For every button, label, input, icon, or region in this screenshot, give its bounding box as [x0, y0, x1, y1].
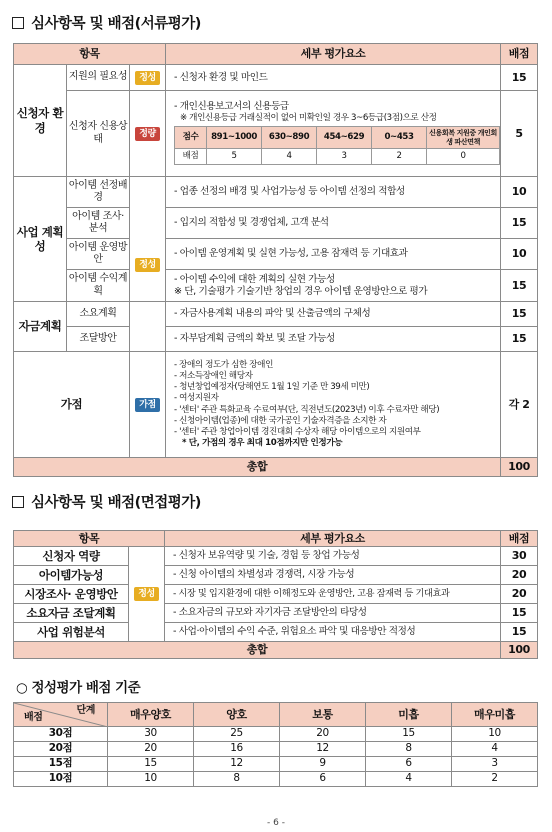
detail-text: - 사업·아이템의 수익 수준, 위험요소 파악 및 대응방안 적정성 — [165, 623, 501, 642]
detail-text: - 입지의 적합성 및 경쟁업체, 고객 분석 — [166, 208, 501, 239]
corner-cell — [14, 703, 108, 727]
header-score: 배점 — [501, 44, 538, 65]
list-item: - '센터' 주관 창업아이템 경진대회 수상자 해당 아이템으로의 지원여부 — [174, 426, 421, 437]
total-row — [14, 642, 538, 659]
category-business: 사업 계획성 — [14, 177, 67, 302]
section3-title: ○ 정성평가 배점 기준 — [16, 680, 141, 696]
section2-title: 심사항목 및 배점(면접평가) — [12, 491, 201, 512]
table-row — [14, 177, 538, 208]
table-row — [14, 566, 538, 585]
interview-evaluation-table — [13, 530, 538, 659]
header-detail: 세부 평가요소 — [165, 531, 501, 547]
table-row — [14, 302, 538, 327]
table-row — [14, 585, 538, 604]
interview-item: 아이템가능성 — [14, 566, 129, 585]
category-funding: 자금계획 — [14, 302, 67, 352]
total-score: 100 — [501, 642, 538, 659]
page-number: - 6 - — [267, 818, 285, 828]
table-row: 10점 10 8 6 4 2 — [14, 772, 538, 787]
section1-title: 심사항목 및 배점(서류평가) — [12, 12, 201, 33]
total-label: 총합 — [14, 642, 501, 659]
category-bonus: 가점 — [14, 352, 130, 458]
sub-item: 아이템 수익계획 — [67, 270, 130, 302]
table-row — [14, 239, 538, 270]
qualitative-criteria-table — [13, 702, 538, 787]
table-row: 15점 15 12 9 6 3 — [14, 757, 538, 772]
score-cell: 15 — [501, 604, 538, 623]
interview-item: 시장조사· 운영방안 — [14, 585, 129, 604]
score-cell: 10 — [501, 239, 538, 270]
interview-item: 신청자 역량 — [14, 547, 129, 566]
score-cell: 15 — [501, 302, 538, 327]
header-item: 항목 — [14, 44, 166, 65]
category-applicant: 신청자 환경 — [14, 65, 67, 177]
total-label: 총합 — [14, 458, 501, 477]
credit-score-table — [174, 126, 500, 165]
detail-note: ※ 단, 기술평가 기술기반 창업의 경우 아이템 운영방안으로 평가 — [174, 285, 428, 297]
sub-item: 아이템 선정배경 — [67, 177, 130, 208]
checkbox-square-icon — [12, 496, 24, 508]
sub-item: 아이템 조사· 분석 — [67, 208, 130, 239]
corner-label-stage: 단계 — [76, 705, 95, 716]
table-row: 20점 20 16 12 8 4 — [14, 742, 538, 757]
criteria-col: 매우미흡 — [452, 703, 538, 727]
badge-cell — [129, 547, 165, 642]
table-row — [14, 547, 538, 566]
detail-text: - 아이템 수익에 대한 계획의 실현 가능성 — [174, 273, 335, 285]
score-cell: 30 — [501, 547, 538, 566]
detail-text: - 신청자 환경 및 마인드 — [166, 65, 501, 91]
credit-value-row: 배점 5 4 3 2 0 — [175, 149, 500, 165]
score-cell: 20 — [501, 585, 538, 604]
table-row — [14, 91, 538, 177]
detail-text: - 업종 선정의 배경 및 사업가능성 등 아이템 선정의 적합성 — [166, 177, 501, 208]
score-cell: 10 — [501, 177, 538, 208]
table-row — [14, 352, 538, 458]
badge-cell — [130, 91, 166, 177]
detail-text: - 자금사용계획 내용의 파악 및 산출금액의 구체성 — [166, 302, 501, 327]
score-cell: 5 — [501, 91, 538, 177]
corner-label-score: 배점 — [24, 711, 43, 723]
score-cell: 15 — [501, 327, 538, 352]
list-item: - 저소득장애인 해당자 — [174, 370, 253, 381]
list-item: - 여성지원자 — [174, 393, 219, 404]
sub-item: 지원의 필요성 — [67, 65, 130, 91]
score-cell: 15 — [501, 65, 538, 91]
header-score: 배점 — [501, 531, 538, 547]
bonus-list — [166, 352, 501, 458]
qualitative-badge: 정성 — [134, 587, 159, 601]
table-header-row — [14, 44, 538, 65]
badge-cell-empty — [130, 302, 166, 352]
table-row — [14, 208, 538, 239]
table-row — [14, 623, 538, 642]
interview-item: 소요자금 조달계획 — [14, 604, 129, 623]
table-row — [14, 270, 538, 302]
detail-cell-credit — [166, 91, 501, 177]
score-cell: 15 — [501, 208, 538, 239]
total-row — [14, 458, 538, 477]
detail-cell — [166, 270, 501, 302]
table-row: 30점 30 25 20 15 10 — [14, 727, 538, 742]
header-detail: 세부 평가요소 — [166, 44, 501, 65]
detail-text: - 신청 아이템의 차별성과 경쟁력, 시장 가능성 — [165, 566, 501, 585]
criteria-col: 양호 — [194, 703, 280, 727]
list-item: - 장애의 정도가 심한 장애인 — [174, 359, 273, 370]
credit-header-row: 점수 891~1000 630~890 454~629 0~453 신용회복 지원중 개인회생 파산면책 — [175, 127, 500, 149]
table-row — [14, 65, 538, 91]
score-cell: 20 — [501, 566, 538, 585]
table-row — [14, 604, 538, 623]
badge-cell — [130, 352, 166, 458]
list-item: - 신청아이템(업종)에 대한 국가공인 기술자격증을 소지한 자 — [174, 415, 387, 426]
detail-text: - 개인신용보고서의 신용등급 — [174, 100, 289, 112]
sub-item: 소요계획 — [67, 302, 130, 327]
detail-text: - 신청자 보유역량 및 기술, 경험 등 창업 가능성 — [165, 547, 501, 566]
list-item: - '센터' 주관 특화교육 수료여부(단, 직전년도(2023년) 이후 수료자만 해당) — [174, 404, 440, 415]
interview-item: 사업 위험분석 — [14, 623, 129, 642]
detail-note: ※ 개인신용등급 거래실적이 없어 미확인일 경우 3~6등급(3점)으로 산정 — [180, 112, 437, 123]
qualitative-badge: 정성 — [135, 71, 160, 85]
score-cell: 15 — [501, 270, 538, 302]
table-row — [14, 327, 538, 352]
bonus-note: * 단, 가점의 경우 최대 10점까지만 인정가능 — [182, 438, 343, 449]
detail-text: - 시장 및 입지환경에 대한 이해정도와 운영방안, 고용 잠재력 등 기대효과 — [165, 585, 501, 604]
document-evaluation-table — [13, 43, 538, 477]
detail-text: - 소요자금의 규모와 자기자금 조달방안의 타당성 — [165, 604, 501, 623]
criteria-col: 매우양호 — [108, 703, 194, 727]
qualitative-badge: 정성 — [135, 258, 160, 272]
score-cell: 각 2 — [501, 352, 538, 458]
sub-item: 아이템 운영방안 — [67, 239, 130, 270]
detail-text: - 아이템 운영계획 및 실현 가능성, 고용 잠재력 등 기대효과 — [166, 239, 501, 270]
badge-cell — [130, 177, 166, 302]
score-cell: 15 — [501, 623, 538, 642]
total-score: 100 — [501, 458, 538, 477]
criteria-header-row — [14, 703, 538, 727]
header-item: 항목 — [14, 531, 165, 547]
bonus-badge: 가점 — [135, 398, 160, 412]
criteria-col: 미흡 — [366, 703, 452, 727]
sub-item: 신청자 신용상태 — [67, 91, 130, 177]
quantitative-badge: 정량 — [135, 127, 160, 141]
badge-cell — [130, 65, 166, 91]
criteria-col: 보통 — [280, 703, 366, 727]
checkbox-square-icon — [12, 17, 24, 29]
list-item: - 청년창업예정자(당해연도 1월 1일 기준 만 39세 미만) — [174, 382, 370, 393]
detail-text: - 자부담계획 금액의 확보 및 조달 가능성 — [166, 327, 501, 352]
sub-item: 조달방안 — [67, 327, 130, 352]
table-header-row — [14, 531, 538, 547]
